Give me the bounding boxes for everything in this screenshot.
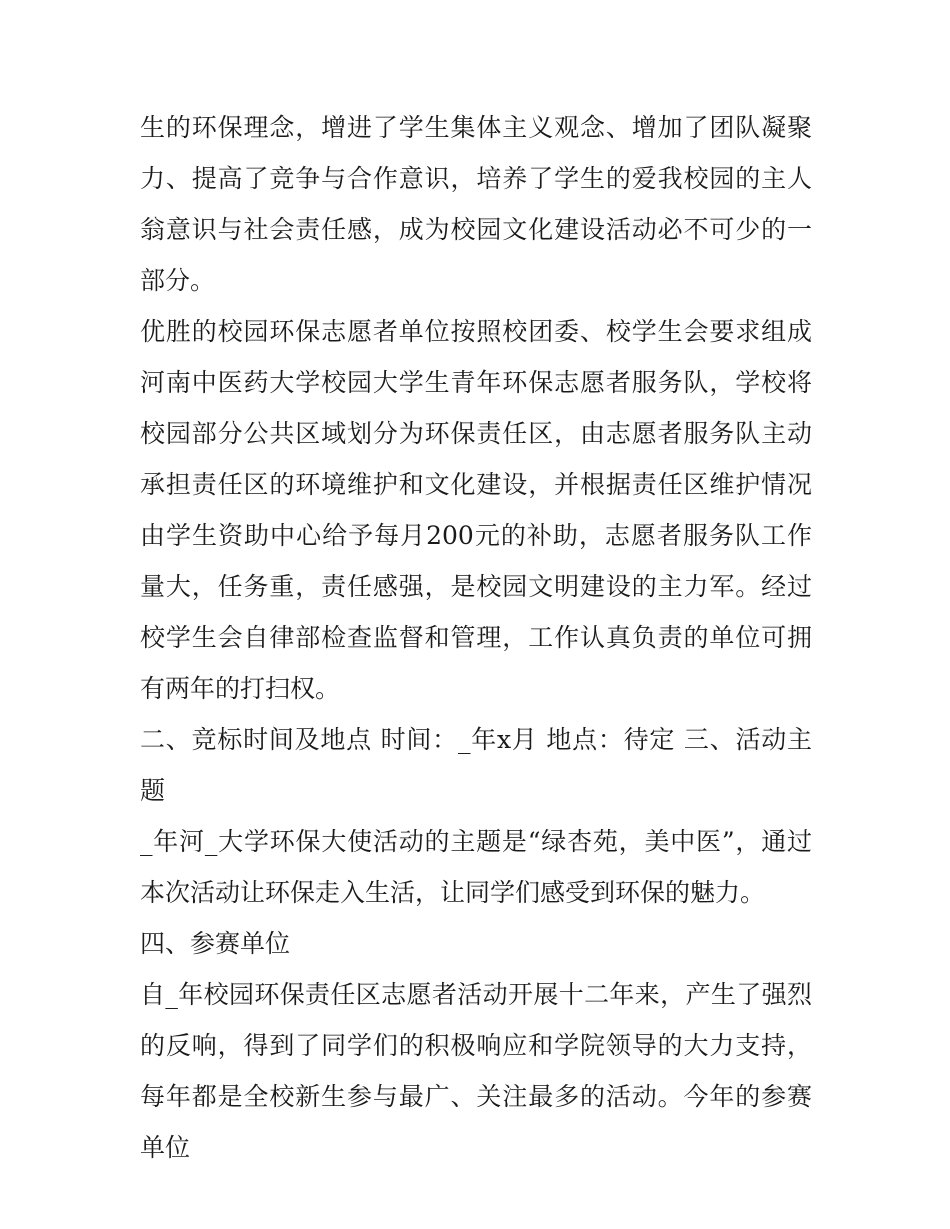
paragraph-environmental-concept: 生的环保理念，增进了学生集体主义观念、增加了团队凝聚力、提高了竞争与合作意识，培养了学生的爱我校园的主人翁意识与社会责任感，成为校园文化建设活动必不可少的一部分。	[140, 113, 812, 295]
section-heading-time-place-theme: 二、竞标时间及地点 时间：_年x月 地点：待定 三、活动主题	[140, 725, 812, 805]
document-page	[140, 102, 812, 1173]
paragraph-volunteer-unit: 优胜的校园环保志愿者单位按照校团委、校学生会要求组成河南中医药大学校园大学生青年环保志愿者服务队，学校将校园部分公共区域划分为环保责任区，由志愿者服务队主动承担责任区的环境维护和文化建设，并根据责任区维护情况由学生资助中心给予每月200元的补助，志愿者服务队工作量大，任务重，责任感强，是校园文明建设的主力军。经过校学生会自律部检查监督和管理，工作认真负责的单位可拥有两年的打扫权。	[140, 317, 812, 703]
section-heading-participants: 四、参赛单位	[140, 929, 291, 958]
paragraph-activity-theme: _年河_大学环保大使活动的主题是“绿杏苑，美中医”，通过本次活动让环保走入生活，让同学们感受到环保的魅力。	[140, 827, 812, 907]
paragraph-participants: 自_年校园环保责任区志愿者活动开展十二年来，产生了强烈的反响，得到了同学们的积极响应和学院领导的大力支持，每年都是全校新生参与最广、关注最多的活动。今年的参赛单位	[140, 980, 812, 1162]
